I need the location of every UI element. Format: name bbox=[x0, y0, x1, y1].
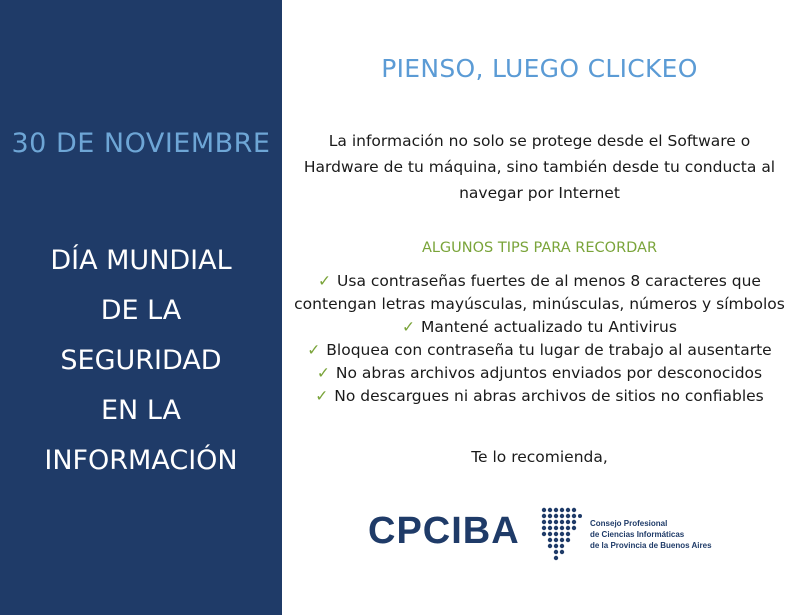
check-icon: ✓ bbox=[316, 364, 330, 382]
event-title-line: EN LA bbox=[101, 395, 181, 426]
check-icon: ✓ bbox=[315, 387, 329, 405]
tip-item bbox=[288, 385, 791, 408]
intro-paragraph: La información no solo se protege desde el Software o Hardware de tu máquina, sino también desde tu conducta al navegar por Internet bbox=[303, 132, 776, 202]
signoff: Te lo recomienda, bbox=[471, 448, 608, 466]
event-title bbox=[0, 236, 282, 486]
sidebar-panel bbox=[0, 0, 282, 615]
tip-text: Usa contraseñas fuertes de al menos 8 caracteres que contengan letras mayúsculas, minúsculas, números y símbolos bbox=[294, 272, 785, 313]
check-icon: ✓ bbox=[402, 318, 416, 336]
tip-text: No descargues ni abras archivos de sitios no confiables bbox=[334, 387, 764, 405]
event-date: 30 DE NOVIEMBRE bbox=[11, 128, 271, 159]
tips-list bbox=[288, 270, 791, 408]
tip-text: No abras archivos adjuntos enviados por desconocidos bbox=[335, 364, 763, 382]
event-title-line: DE LA bbox=[100, 295, 182, 326]
headline: PIENSO, LUEGO CLICKEO bbox=[381, 54, 698, 83]
logo-subtitle-line: Consejo Profesional bbox=[590, 519, 668, 528]
check-icon: ✓ bbox=[318, 272, 332, 290]
event-title-line: INFORMACIÓN bbox=[44, 445, 238, 476]
cpciba-logo bbox=[368, 504, 728, 564]
event-title-line: SEGURIDAD bbox=[60, 345, 222, 376]
tip-text: Mantené actualizado tu Antivirus bbox=[421, 318, 677, 336]
event-title-line: DÍA MUNDIAL bbox=[50, 245, 232, 276]
dotted-map-icon bbox=[538, 506, 582, 564]
tip-item bbox=[288, 270, 791, 316]
tip-item bbox=[288, 316, 791, 339]
check-icon: ✓ bbox=[307, 341, 321, 359]
main-content bbox=[282, 0, 797, 615]
tip-item bbox=[288, 339, 791, 362]
tip-item bbox=[288, 362, 791, 385]
logo-subtitle-line: de Ciencias Informáticas bbox=[590, 530, 685, 539]
logo-wordmark: CPCIBA bbox=[368, 510, 520, 552]
tips-heading: ALGUNOS TIPS PARA RECORDAR bbox=[421, 240, 658, 256]
logo-subtitle-line: de la Provincia de Buenos Aires bbox=[590, 541, 712, 550]
tip-text: Bloquea con contraseña tu lugar de trabajo al ausentarte bbox=[326, 341, 772, 359]
logo-subtitle bbox=[590, 518, 712, 551]
